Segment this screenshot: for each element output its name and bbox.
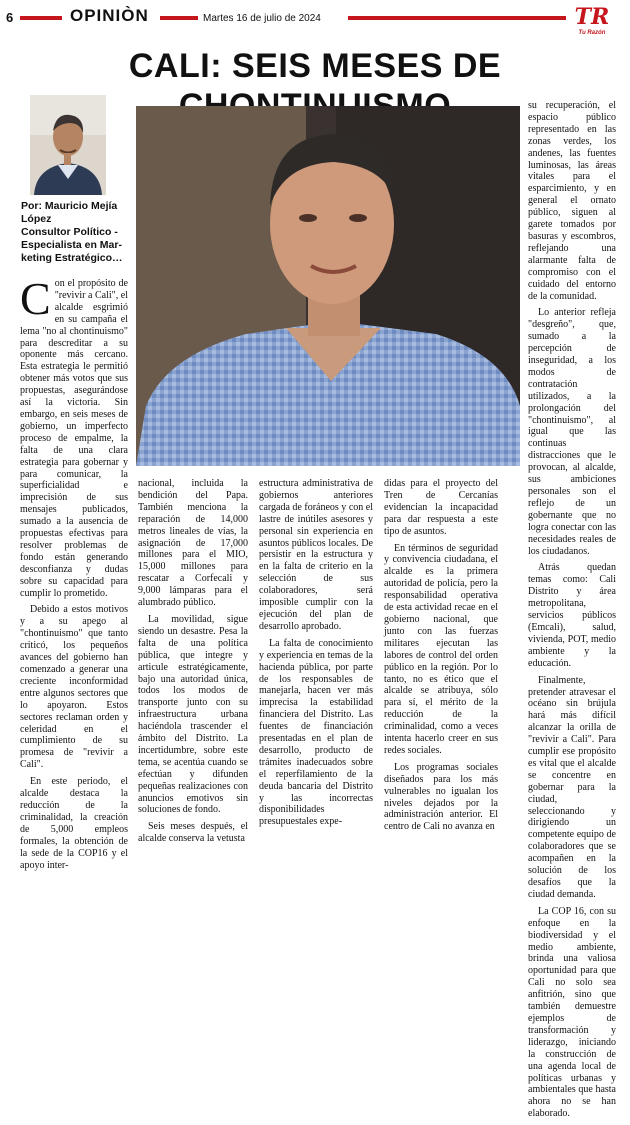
paragraph: estructura administrativa de gobiernos anteriores cargada de foráneos y con el lastre de inútiles asesores y personal sin experiencia en asuntos públicos locales. De persistir en la estructura y en la falta de criterio en la selección de sus colaboradores, será imposible cumplir con la ejecución del plan de desarrollo aprobado. — [259, 478, 373, 632]
article-column-5 — [528, 100, 616, 1125]
page-number: 6 — [6, 10, 14, 25]
paragraph: La movilidad, sigue siendo un desastre. Pesa la falta de una política pública, que integre y articule estratégicamente, bajo una autoridad única, todos los modos de transporte junto con su infraestructura urbana haciéndola trascender el ámbito del Distrito. La incertidumbre, sobre este tema, se acentúa cuando se efectúan y difunden pequeñas realizaciones con anuncios emotivos sin soluciones de fondo. — [138, 613, 248, 816]
paragraph: Los programas sociales diseñados para los más vulnerables no igualan los niveles dejados por la administración anterior. El centro de Cali no avanza en — [384, 761, 498, 833]
author-line-2: López — [21, 213, 52, 225]
article-column-3 — [259, 478, 373, 833]
paragraph: didas para el proyecto del Tren de Cercanías evidencian la incapacidad para dar respuesta a este tipo de asuntos. — [384, 478, 498, 537]
paragraph: nacional, incluida la bendición del Papa. También menciona la reparación de 14,000 metros lineales de vías, la asignación de 17,000 millones para el MIO, 15,000 millones para rescatar a Corfecali y 9,000 lámparas para el alumbrado público. — [138, 478, 248, 609]
paragraph: En este periodo, el alcalde destaca la reducción de la criminalidad, la creación de 5,000 empleos formales, la obtención de la sede de la COP16 y el apoyo inter- — [20, 776, 128, 871]
author-photo — [30, 95, 106, 195]
author-line-4: Especialista en Mar- — [21, 239, 122, 251]
paragraph: Lo anterior refleja "desgreño", que, sumado a la percepción de inseguridad, a los modos de contratación utilizados, a la prolongación del "chontinuismo", al igual que las continuas distracciones que le provocan, al alcalde, sus ambiciones personales son el reflejo de un gobernante que no logra conectar con las necesidades reales de los ciudadanos. — [528, 307, 616, 557]
newspaper-logo — [572, 6, 612, 40]
paragraph: Atrás quedan temas como: Cali Distrito y área metropolitana, servicios públicos (Emcali), salud, vivienda, POT, medio ambiente y la educación. — [528, 562, 616, 669]
paragraph: La COP 16, con su enfoque en la biodiversidad y el medio ambiente, brinda una valiosa oportunidad para que Cali no solo sea anfitrión, sino que también demuestre ejemplos de transformación y liderazgo, iniciando la construcción de una agenda local de políticas urbanas y ambientales que hasta ahora no se han elaborado. — [528, 905, 616, 1120]
paragraph: Debido a estos motivos y a su apego al "chontinuismo" que tanto criticó, los pequeños avances del gobierno han comenzado a generar una creciente inconformidad entre algunos sectores que lo apoyaron. Estos sectores reclaman orden y celeridad en el cumplimiento de su promesa de "revivir a Cali". — [20, 604, 128, 771]
article-headline: CALI: SEIS MESES DE — [128, 47, 502, 85]
author-byline — [21, 200, 131, 265]
paragraph: su recuperación, el espacio público representado en las zonas verdes, los andenes, las fuentes luminosas, las áreas vitales para el esparcimiento, y en general el ornato público, siguen al garete tomados por basuras y escombros, reflejando una alarmante falta de compromiso con el cuidado del entorno de la comunidad. — [528, 100, 616, 302]
article-column-4 — [384, 478, 498, 838]
paragraph: En términos de seguridad y convivencia ciudadana, el alcalde es la primera autoridad de policía, pero la responsabilidad operativa de esta actividad recae en el gobierno nacional, que junto con las fuerzas militares ejecutan las labores de control del orden público en la región. Por lo tanto, no es ético que el alcalde se atribuya, sólo para sí, el mérito de la reducción de la criminalidad, como a veces intenta hacerlo creer en sus redes sociales. — [384, 542, 498, 756]
paragraph: La falta de conocimiento y experiencia en temas de la hacienda pública, por parte de los responsables de manejarla, hacen ver más imprecisa la estabilidad financiera del Distrito. Las fuentes de financiación presentadas en el plan de desarrollo, producto de trámites inadecuados sobre el reperfilamiento de la deuda bancaria del Distrito y las incorrectas disponibilidades presupuestales expe- — [259, 637, 373, 828]
paragraph-text: on el propósito de "revivir a Cali", el alcalde esgrimió en su campaña el lema "no al chontinuismo" para descreditar a su oponente más cercano. Esta estrategia le permitió obtener más votos que sus propuestas, asegurándose así la victoria. Sin embargo, en seis meses de gobierno, un imperfecto proceso de empalme, la falta de una clara estrategia para gobernar y para comunicar, la superficialidad e imprecisión de sus mensajes publicados, sumado a la ausencia de propuestas efectivas para resolver problemas de fondo están generando desconfianza y dudas sobre su capacidad para cumplir lo prometido. — [20, 278, 128, 599]
author-line-3: Consultor Político - — [21, 226, 118, 238]
author-line-5: keting Estratégico… — [21, 252, 123, 264]
header-rule-left — [20, 16, 62, 20]
author-line-1: Por: Mauricio Mejía — [21, 200, 118, 212]
mayor-photo — [136, 106, 520, 466]
header-rule-right — [348, 16, 566, 20]
article-column-1 — [20, 273, 128, 876]
paragraph: Finalmente, pretender atravesar el océano sin brújula hará más difícil alcanzar la orilla de "revivir a Cali". Para cumplir ese propósito es vital que el alcalde se concentre en gobernar para la ciudad, seleccionando y dirigiendo un competente equipo de colaboradores que se acompañen en la solución de los desafíos que la ciudad demanda. — [528, 674, 616, 900]
header-rule-mid — [160, 16, 198, 20]
logo-mark: TR — [574, 4, 610, 30]
drop-cap: C — [20, 273, 51, 324]
logo-subtitle: Tu Razón — [578, 30, 606, 36]
paragraph — [20, 273, 128, 599]
issue-date: Martes 16 de julio de 2024 — [203, 13, 321, 24]
article-column-2 — [138, 478, 248, 850]
section-title: OPINIÒN — [70, 6, 149, 25]
paragraph: Seis meses después, el alcalde conserva la vetusta — [138, 821, 248, 845]
